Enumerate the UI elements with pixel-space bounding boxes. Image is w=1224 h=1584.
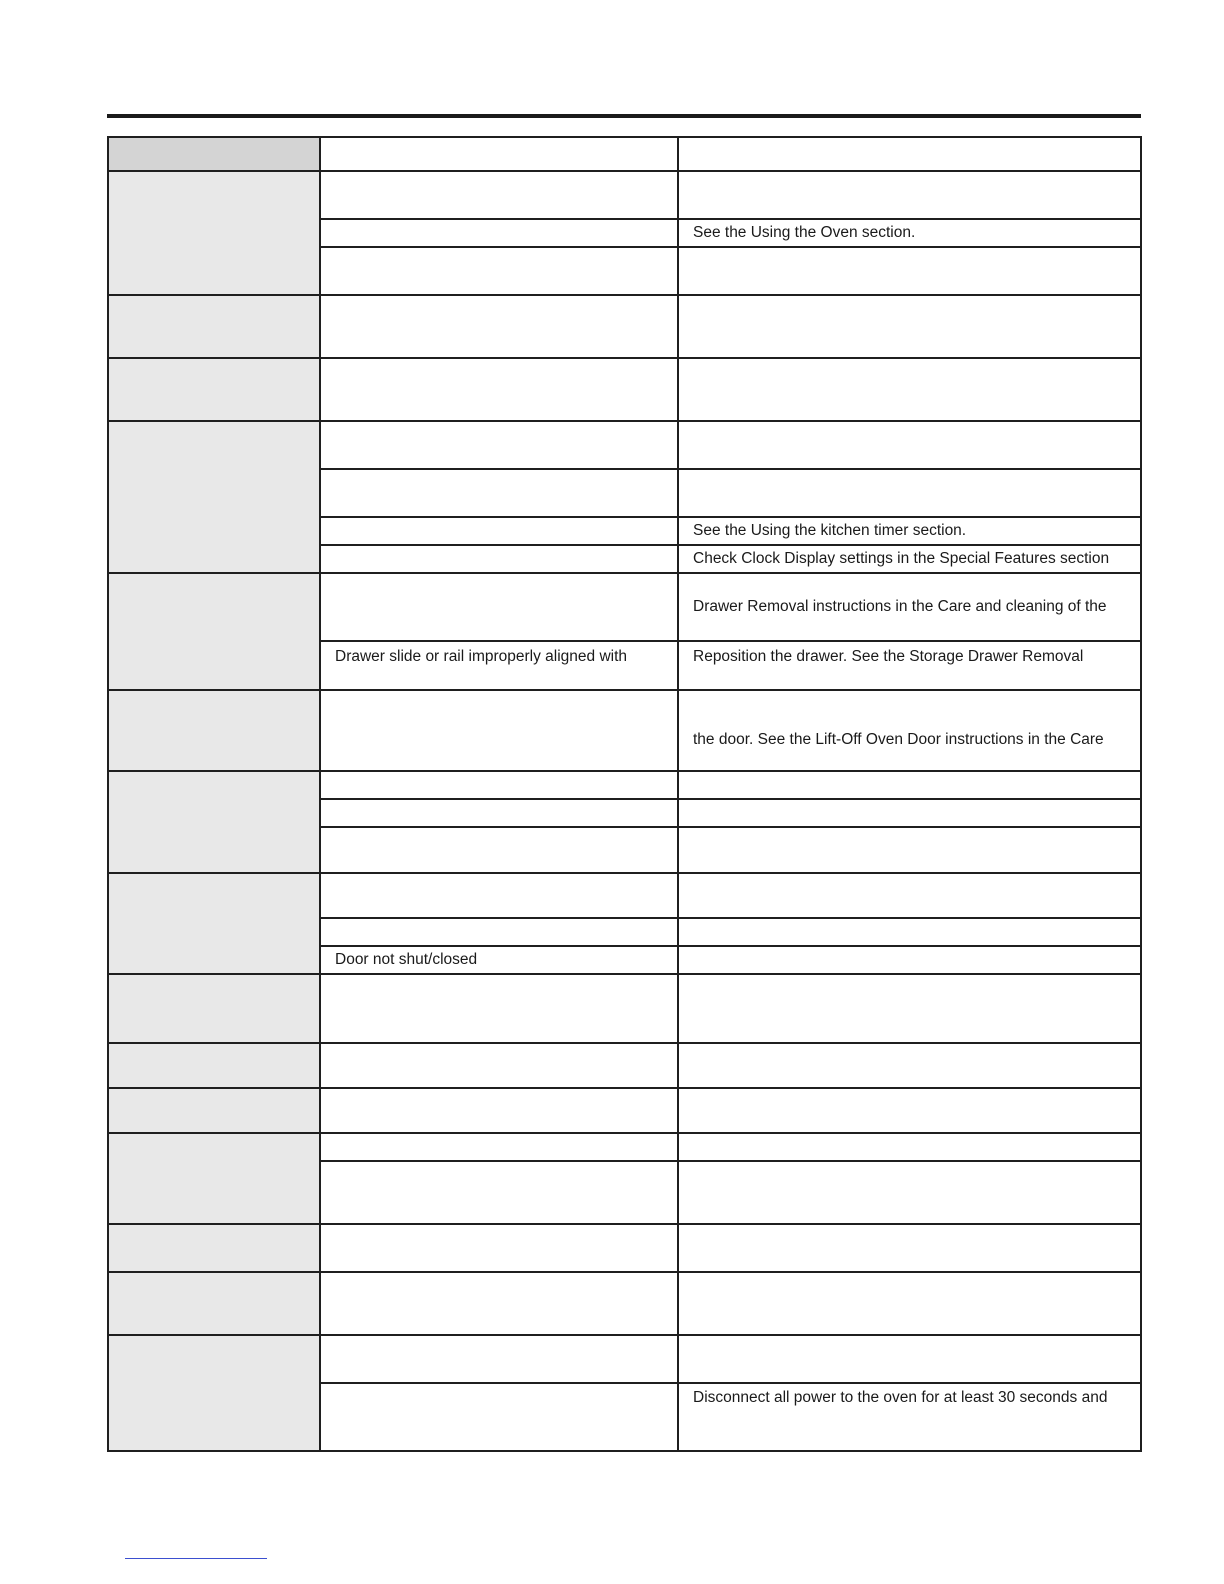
cause-cell bbox=[320, 771, 678, 799]
cause-cell bbox=[320, 1088, 678, 1133]
table-row bbox=[108, 573, 1141, 641]
solution-cell: Drawer Removal instructions in the Care and cleaning of the bbox=[678, 573, 1141, 641]
cause-cell bbox=[320, 1383, 678, 1451]
header-cause-cell bbox=[320, 137, 678, 171]
table-header-row bbox=[108, 137, 1141, 171]
cause-cell bbox=[320, 573, 678, 641]
solution-cell: Disconnect all power to the oven for at least 30 seconds and bbox=[678, 1383, 1141, 1451]
problem-cell bbox=[108, 690, 320, 771]
solution-cell: Reposition the drawer. See the Storage Drawer Removal bbox=[678, 641, 1141, 690]
solution-cell bbox=[678, 1335, 1141, 1383]
solution-cell bbox=[678, 827, 1141, 873]
problem-cell bbox=[108, 974, 320, 1043]
table-row bbox=[108, 690, 1141, 771]
cause-cell bbox=[320, 545, 678, 573]
solution-cell bbox=[678, 1043, 1141, 1088]
solution-cell: See the Using the Oven section. bbox=[678, 219, 1141, 247]
table-row bbox=[108, 1043, 1141, 1088]
solution-cell bbox=[678, 799, 1141, 827]
solution-cell bbox=[678, 1272, 1141, 1335]
header-solution-cell bbox=[678, 137, 1141, 171]
problem-cell bbox=[108, 873, 320, 974]
problem-cell bbox=[108, 1133, 320, 1224]
problem-cell bbox=[108, 295, 320, 358]
table-row bbox=[108, 295, 1141, 358]
cause-cell bbox=[320, 1335, 678, 1383]
problem-cell bbox=[108, 1335, 320, 1451]
cause-cell bbox=[320, 469, 678, 517]
cause-cell bbox=[320, 171, 678, 219]
problem-cell bbox=[108, 1224, 320, 1272]
solution-cell bbox=[678, 974, 1141, 1043]
cause-cell bbox=[320, 358, 678, 421]
table-row bbox=[108, 358, 1141, 421]
cause-cell bbox=[320, 799, 678, 827]
cause-cell bbox=[320, 1043, 678, 1088]
troubleshooting-table bbox=[107, 136, 1142, 1452]
cause-cell bbox=[320, 1161, 678, 1224]
solution-cell bbox=[678, 358, 1141, 421]
solution-cell bbox=[678, 469, 1141, 517]
solution-cell bbox=[678, 918, 1141, 946]
cause-cell bbox=[320, 517, 678, 545]
solution-cell bbox=[678, 1088, 1141, 1133]
table-row bbox=[108, 1272, 1141, 1335]
solution-cell bbox=[678, 1161, 1141, 1224]
cause-cell bbox=[320, 219, 678, 247]
table-row bbox=[108, 1335, 1141, 1383]
cause-cell bbox=[320, 918, 678, 946]
cause-cell bbox=[320, 827, 678, 873]
problem-cell bbox=[108, 771, 320, 873]
cause-cell bbox=[320, 690, 678, 771]
solution-cell bbox=[678, 946, 1141, 974]
solution-cell bbox=[678, 295, 1141, 358]
problem-cell bbox=[108, 573, 320, 690]
table-row bbox=[108, 771, 1141, 799]
cause-cell bbox=[320, 1133, 678, 1161]
cause-cell bbox=[320, 873, 678, 918]
problem-cell bbox=[108, 1043, 320, 1088]
solution-cell bbox=[678, 1224, 1141, 1272]
footer-link-underline[interactable] bbox=[125, 1558, 267, 1559]
solution-cell bbox=[678, 171, 1141, 219]
section-title-rule bbox=[107, 114, 1141, 118]
problem-cell bbox=[108, 171, 320, 295]
table-row bbox=[108, 421, 1141, 469]
table-row bbox=[108, 1224, 1141, 1272]
table-row bbox=[108, 974, 1141, 1043]
header-problem-cell bbox=[108, 137, 320, 171]
table-row bbox=[108, 1088, 1141, 1133]
solution-cell bbox=[678, 771, 1141, 799]
table-row bbox=[108, 873, 1141, 918]
problem-cell bbox=[108, 358, 320, 421]
cause-cell bbox=[320, 295, 678, 358]
table-row bbox=[108, 1133, 1141, 1161]
cause-cell bbox=[320, 421, 678, 469]
table-row bbox=[108, 171, 1141, 219]
solution-cell: See the Using the kitchen timer section. bbox=[678, 517, 1141, 545]
cause-cell: Door not shut/closed bbox=[320, 946, 678, 974]
solution-cell: the door. See the Lift-Off Oven Door instructions in the Care bbox=[678, 690, 1141, 771]
cause-cell bbox=[320, 247, 678, 295]
solution-cell bbox=[678, 247, 1141, 295]
cause-cell bbox=[320, 1272, 678, 1335]
cause-cell bbox=[320, 974, 678, 1043]
cause-cell: Drawer slide or rail improperly aligned with bbox=[320, 641, 678, 690]
solution-cell bbox=[678, 1133, 1141, 1161]
problem-cell bbox=[108, 421, 320, 573]
problem-cell bbox=[108, 1272, 320, 1335]
solution-cell bbox=[678, 873, 1141, 918]
cause-cell bbox=[320, 1224, 678, 1272]
problem-cell bbox=[108, 1088, 320, 1133]
solution-cell bbox=[678, 421, 1141, 469]
solution-cell: Check Clock Display settings in the Special Features section bbox=[678, 545, 1141, 573]
